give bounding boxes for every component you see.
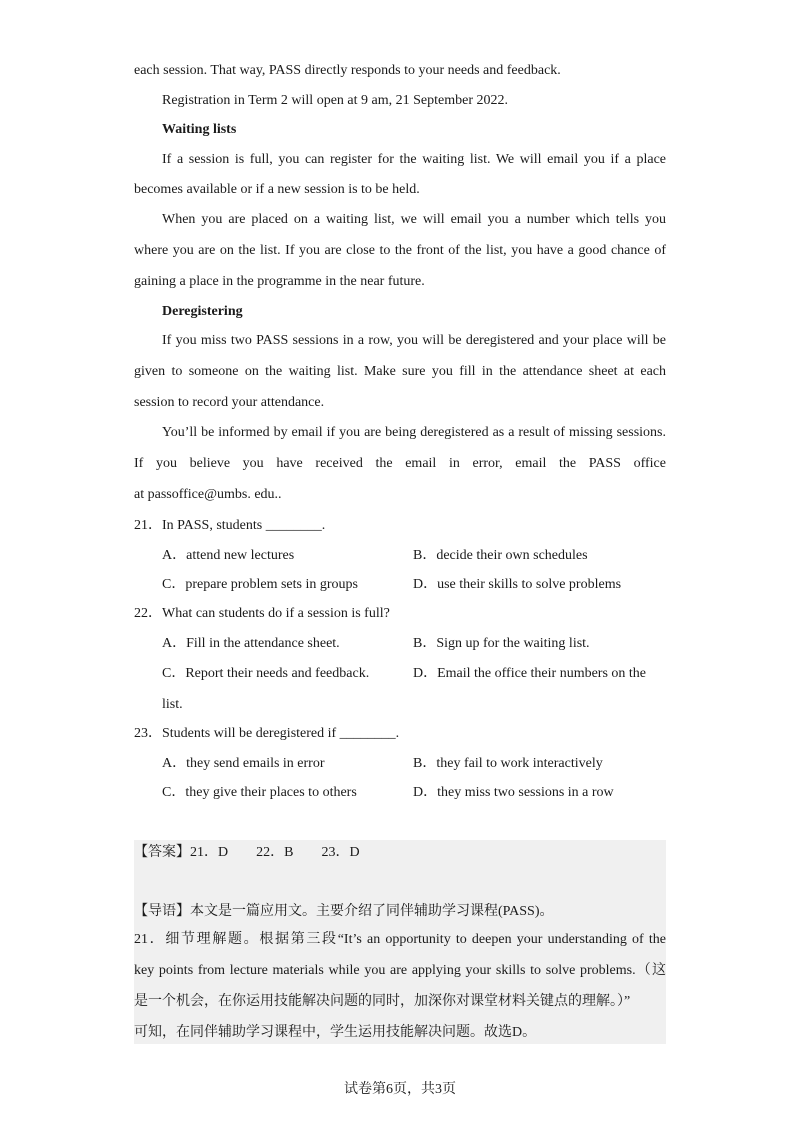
passage-line: session to record your attendance.	[134, 395, 325, 410]
passage-line: where you are on the list. If you are close to the front of the list, you have a good chance of	[134, 243, 666, 258]
explanation-line: 可知，在同伴辅助学习课程中，学生运用技能解决问题。故选D。	[134, 1025, 537, 1040]
passage-line: each session. That way, PASS directly responds to your needs and feedback.	[134, 63, 561, 78]
deregistering-heading: Deregistering	[162, 304, 243, 319]
question-22-option-b[interactable]: B．Sign up for the waiting list.	[413, 636, 590, 651]
passage-line: at passoffice@umbs. edu..	[134, 487, 282, 502]
question-23-option-d[interactable]: D．they miss two sessions in a row	[413, 785, 614, 800]
answer-key: 【答案】21．D 22．B 23．D	[134, 845, 360, 860]
question-23-option-b[interactable]: B．they fail to work interactively	[413, 756, 603, 771]
question-21-stem: 21．In PASS, students ________.	[134, 518, 326, 533]
question-22-option-d-continuation: list.	[162, 697, 183, 712]
explanation-line: 21．细节理解题。根据第三段“It’s an opportunity to deepen your understanding of the	[134, 932, 666, 947]
guide-summary: 【导语】本文是一篇应用文。主要介绍了同伴辅助学习课程(PASS)。	[134, 904, 554, 919]
question-22-option-c[interactable]: C．Report their needs and feedback.	[162, 666, 370, 681]
passage-line: If a session is full, you can register for the waiting list. We will email you if a place	[162, 152, 666, 167]
question-23-option-a[interactable]: A．they send emails in error	[162, 756, 325, 771]
passage-line: given to someone on the waiting list. Make sure you fill in the attendance sheet at each	[134, 364, 666, 379]
question-22-option-d[interactable]: D．Email the office their numbers on the	[413, 666, 647, 681]
explanation-line: 是一个机会，在你运用技能解决问题的同时，加深你对课堂材料关键点的理解。）”	[134, 994, 631, 1009]
question-21-option-a[interactable]: A．attend new lectures	[162, 548, 295, 563]
passage-line: If you miss two PASS sessions in a row, you will be deregistered and your place will be	[162, 333, 666, 348]
waiting-lists-heading: Waiting lists	[162, 122, 237, 137]
passage-line: You’ll be informed by email if you are being deregistered as a result of missing sessions.	[162, 425, 666, 440]
question-23-option-c[interactable]: C．they give their places to others	[162, 785, 357, 800]
passage-line: If you believe you have received the email in error, email the PASS office	[134, 456, 666, 471]
question-21-option-b[interactable]: B．decide their own schedules	[413, 548, 588, 563]
question-21-option-d[interactable]: D．use their skills to solve problems	[413, 577, 622, 592]
passage-line: When you are placed on a waiting list, we will email you a number which tells you	[162, 212, 666, 227]
registration-note: Registration in Term 2 will open at 9 am, 21 September 2022.	[162, 93, 508, 108]
question-22-stem: 22．What can students do if a session is full?	[134, 606, 390, 621]
page-footer: 试卷第6页，共3页	[344, 1082, 456, 1097]
explanation-line: key points from lecture materials while you are applying your skills to solve problems.（这	[134, 963, 666, 978]
question-21-option-c[interactable]: C．prepare problem sets in groups	[162, 577, 358, 592]
question-22-option-a[interactable]: A．Fill in the attendance sheet.	[162, 636, 340, 651]
passage-line: gaining a place in the programme in the near future.	[134, 274, 425, 289]
passage-line: becomes available or if a new session is to be held.	[134, 182, 420, 197]
question-23-stem: 23．Students will be deregistered if ________.	[134, 726, 400, 741]
